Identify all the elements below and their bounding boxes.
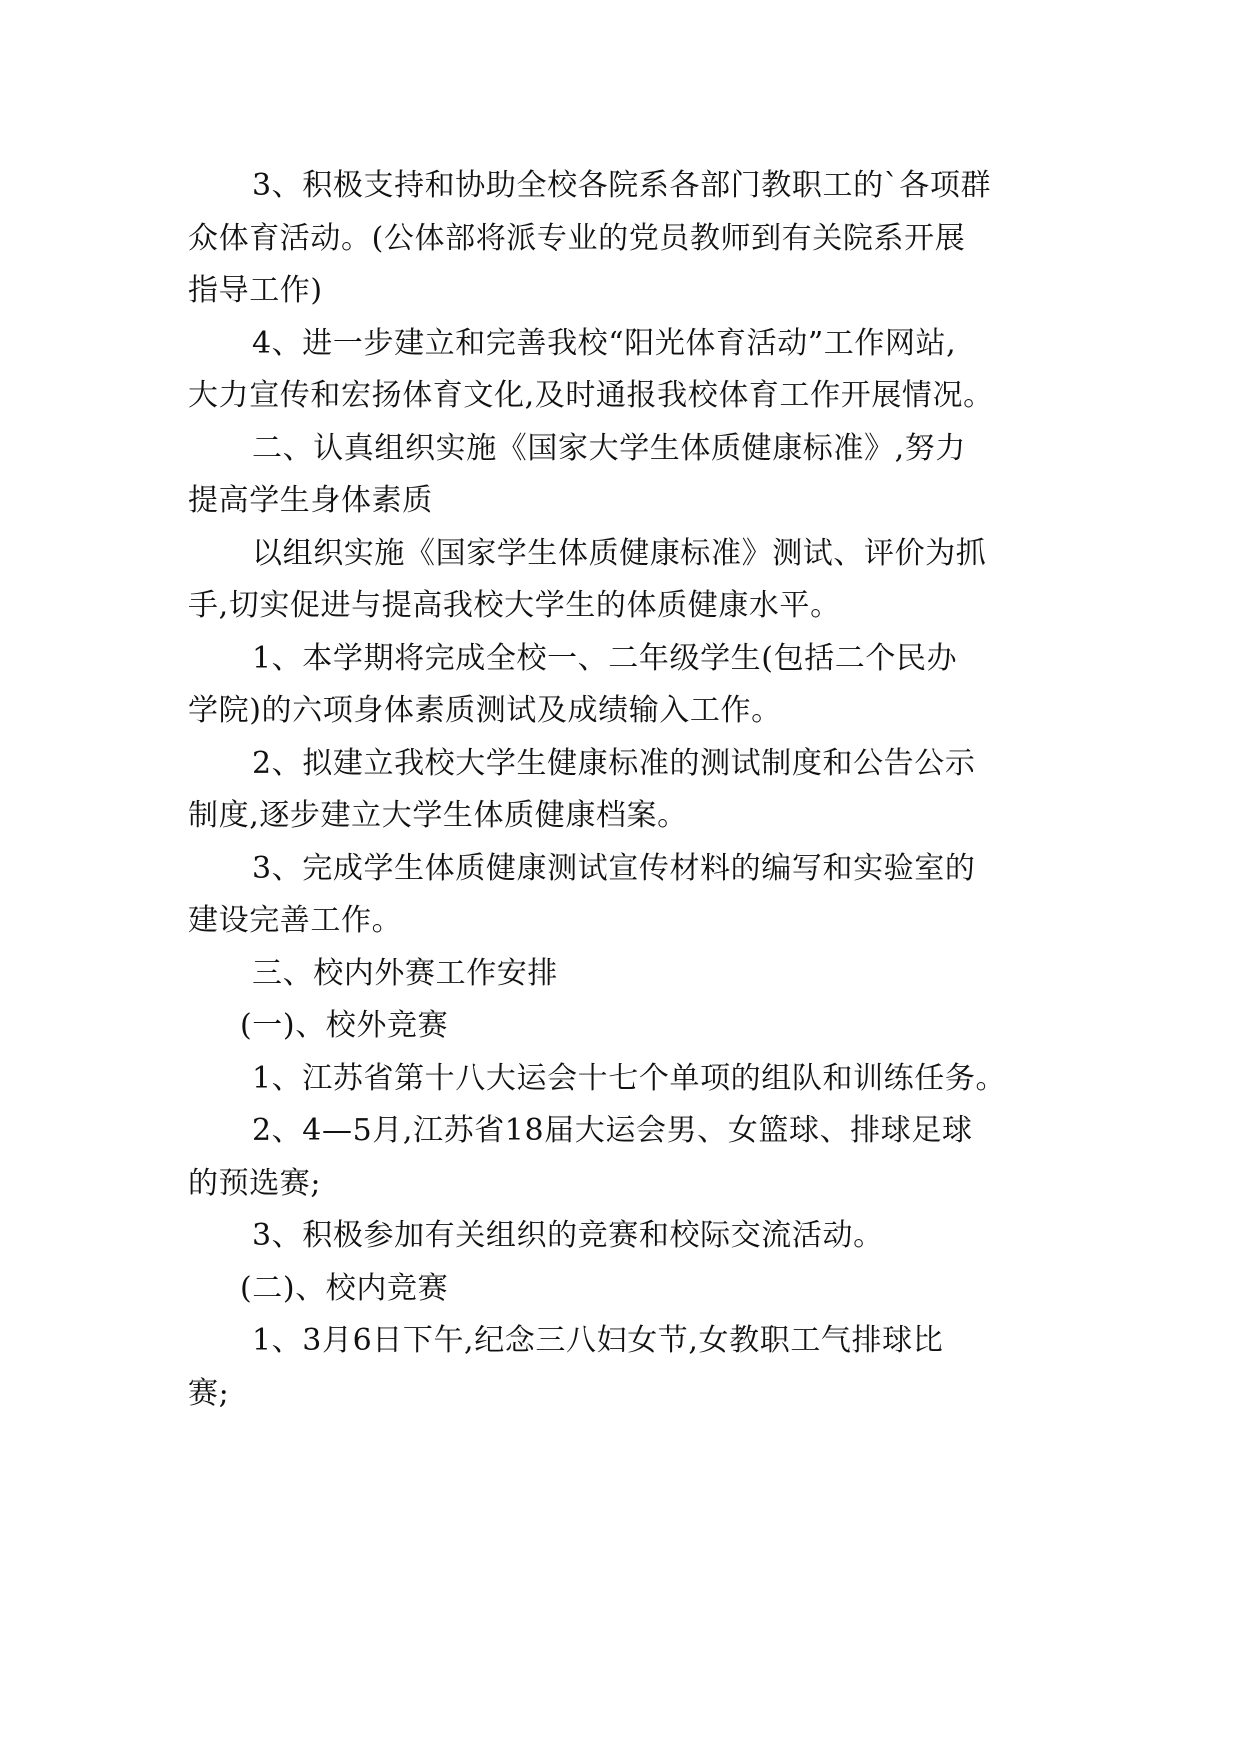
- text-line: 2、4—5月,江苏省18届大运会男、女篮球、排球足球: [252, 1113, 973, 1148]
- text-line: 制度,逐步建立大学生体质健康档案。: [188, 798, 688, 833]
- subheading-line: (二)、校内竞赛: [240, 1271, 449, 1306]
- text-line: 1、本学期将完成全校一、二年级学生(包括二个民办: [252, 641, 958, 676]
- text-line: 以组织实施《国家学生体质健康标准》测试、评价为抓: [252, 536, 987, 571]
- text-line: 4、进一步建立和完善我校“阳光体育活动”工作网站,: [252, 326, 957, 361]
- text-line: 的预选赛;: [188, 1166, 322, 1201]
- text-line: 1、江苏省第十八大运会十七个单项的组队和训练任务。: [252, 1061, 1007, 1096]
- heading-line: 三、校内外赛工作安排: [252, 956, 558, 991]
- subheading-line: (一)、校外竞赛: [240, 1008, 449, 1043]
- text-line: 赛;: [188, 1376, 230, 1411]
- text-line: 3、完成学生体质健康测试宣传材料的编写和实验室的: [252, 851, 976, 886]
- text-line: 建设完善工作。: [188, 903, 403, 938]
- text-line: 3、积极支持和协助全校各院系各部门教职工的`各项群: [252, 168, 992, 203]
- text-line: 指导工作): [188, 273, 323, 308]
- text-line: 大力宣传和宏扬体育文化,及时通报我校体育工作开展情况。: [188, 378, 994, 413]
- text-line: 2、拟建立我校大学生健康标准的测试制度和公告公示: [252, 746, 976, 781]
- heading-line: 提高学生身体素质: [188, 483, 433, 518]
- text-line: 众体育活动。(公体部将派专业的党员教师到有关院系开展: [188, 221, 966, 256]
- text-line: 学院)的六项身体素质测试及成绩输入工作。: [188, 693, 782, 728]
- text-line: 3、积极参加有关组织的竞赛和校际交流活动。: [252, 1218, 884, 1253]
- text-line: 1、3月6日下午,纪念三八妇女节,女教职工气排球比: [252, 1323, 944, 1358]
- heading-line: 二、认真组织实施《国家大学生体质健康标准》,努力: [252, 431, 966, 466]
- text-line: 手,切实促进与提高我校大学生的体质健康水平。: [188, 588, 841, 623]
